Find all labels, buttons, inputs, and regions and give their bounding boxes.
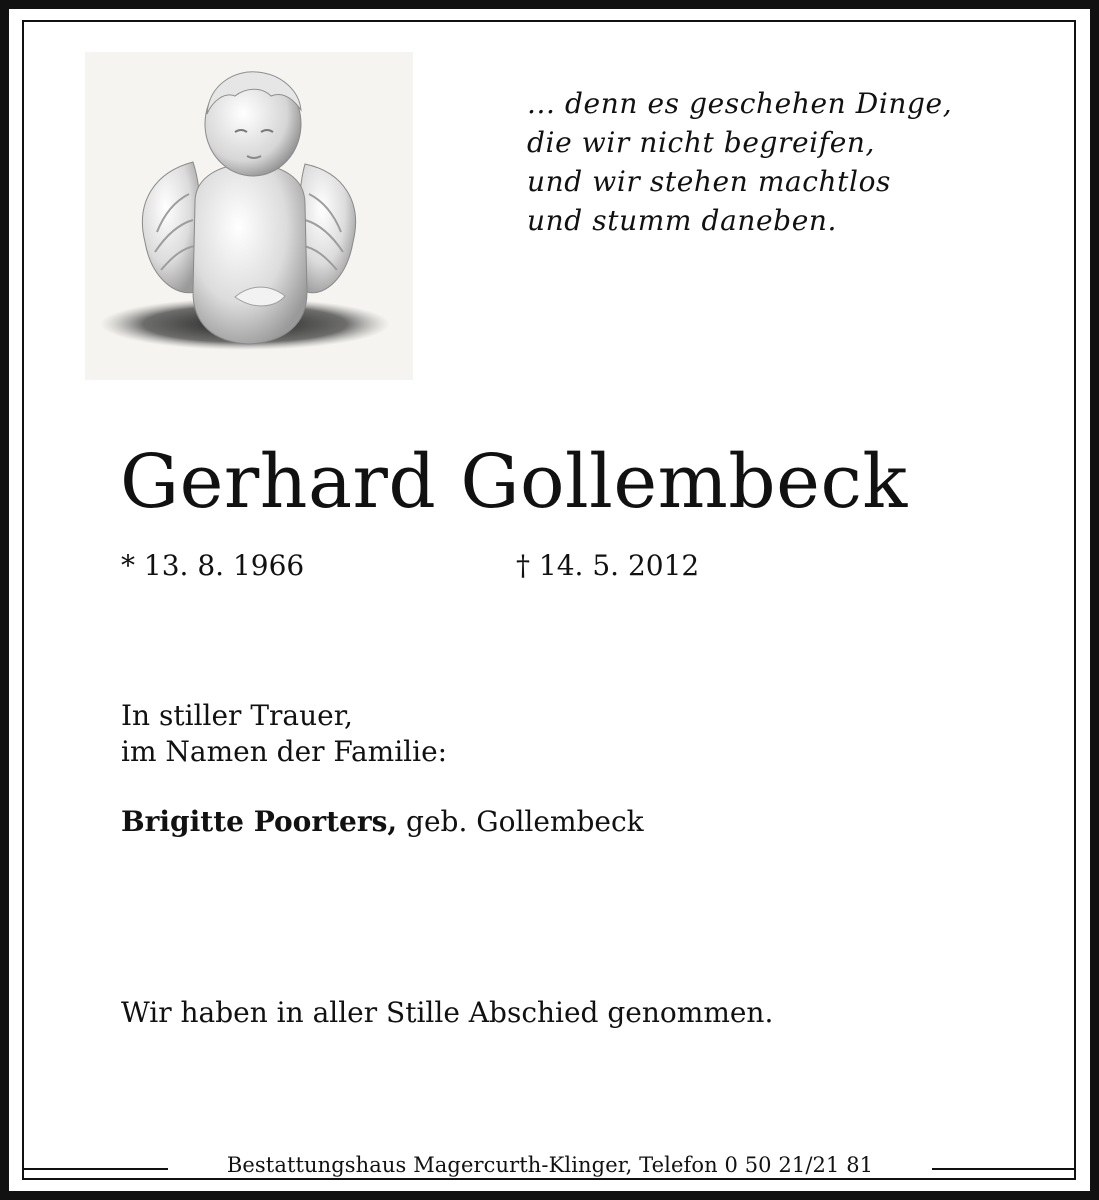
mourning-text	[121, 698, 447, 770]
angel-figurine-image	[85, 52, 413, 380]
signer-maiden-name: geb. Gollembeck	[397, 805, 644, 838]
quote-line: ... denn es geschehen Dinge,	[527, 87, 953, 120]
mourning-line: In stiller Trauer,	[121, 699, 353, 732]
signer	[121, 804, 644, 840]
left-wing-shape	[142, 162, 200, 293]
quote-line: und wir stehen machtlos	[527, 165, 892, 198]
funeral-home-footer: Bestattungshaus Magercurth-Klinger, Telefon 0 50 21/21 81	[226, 1153, 874, 1177]
quote-line: die wir nicht begreifen,	[527, 126, 876, 159]
birth-date: * 13. 8. 1966	[121, 549, 305, 582]
closing-text: Wir haben in aller Stille Abschied genommen.	[121, 996, 774, 1029]
quote-block	[527, 84, 1047, 240]
mourning-line: im Namen der Familie:	[121, 735, 448, 768]
quote-line: und stumm daneben.	[527, 204, 837, 237]
footer-rule-left	[22, 1168, 168, 1170]
death-date: † 14. 5. 2012	[516, 549, 700, 582]
deceased-name: Gerhard Gollembeck	[120, 439, 908, 525]
footer-rule-right	[932, 1168, 1076, 1170]
signer-name: Brigitte Poorters,	[121, 805, 398, 838]
angel-icon	[85, 52, 413, 380]
right-wing-shape	[299, 164, 355, 293]
body-shape	[193, 164, 307, 344]
